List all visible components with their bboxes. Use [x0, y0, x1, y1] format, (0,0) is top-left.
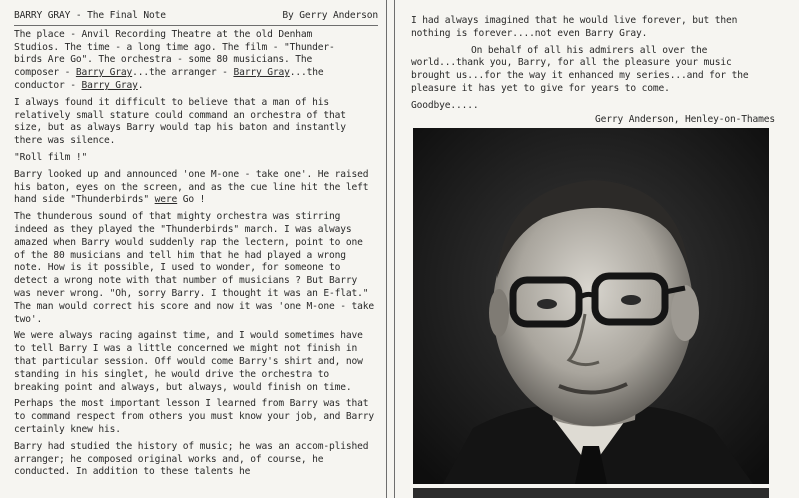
paragraph-baton: [14, 169, 378, 207]
paragraph-intro: [14, 29, 378, 93]
paragraph-stature: I always found it difficult to believe that a man of his relatively small stature could command an orchestra of that size, but as always Barry would tap his baton and instantly there was silence.: [14, 96, 346, 147]
line-end: ...the: [289, 67, 324, 79]
column-divider-secondary: [394, 0, 395, 498]
baton-end: Go !: [177, 194, 206, 206]
article-byline: By Gerry Anderson: [282, 10, 378, 21]
paragraph-studied: Barry had studied the history of music; he was an accom-plished arranger; he composed original works and, of course, he conducted. In addition to these talents he: [14, 440, 369, 478]
composer-name: Barry Gray: [75, 67, 133, 79]
conductor-prefix: conductor -: [14, 79, 82, 91]
right-column: [411, 15, 775, 126]
article-title: BARRY GRAY - The Final Note: [14, 10, 166, 21]
left-column: [14, 10, 378, 483]
were-underlined: were: [154, 194, 178, 206]
portrait-photo: [413, 128, 769, 484]
paragraph-racing: We were always racing against time, and I would sometimes have to tell Barry I was a little concerned we might not finish in that particular session. Off would come Barry's shirt and, now standing in his singlet, he would drive the orchestra to breaking point and always, but always, would finish on time.: [14, 330, 363, 393]
composer-prefix: composer -: [14, 67, 76, 79]
signature: Gerry Anderson, Henley-on-Thames: [594, 113, 775, 125]
arranger-prefix: ...the arranger -: [132, 67, 234, 79]
intro-line-3: birds Are Go". The orchestra - some 80 musicians. The: [14, 54, 313, 66]
arranger-name: Barry Gray: [233, 67, 290, 79]
paragraph-thunderous: The thunderous sound of that mighty orchestra was stirring indeed as they played the "Thunderbirds" march. I was always amazed when Barry would suddenly rap the lectern, point to one of the 80 musicians and tell him that he had played a wrong note. How is it possible, I used to wonder, for someone to detect a wrong note with that number of musicians ? But Barry was never wrong. "Oh, sorry Barry. I thought it was an E-flat." The man would correct his score and now it was 'one M-one - take two'.: [14, 211, 375, 325]
conductor-end: .: [137, 79, 144, 91]
article-header: [14, 10, 378, 26]
intro-line-1: The place - Anvil Recording Theatre at the old Denham: [14, 28, 313, 40]
paragraph-thanks: On behalf of all his admirers all over the world...thank you, Barry, for all the pleasure your music brought us...for the way it enhanced my series...and for the pleasure it has yet to give for years to come.: [411, 44, 749, 94]
paragraph-forever: I had always imagined that he would live forever, but then nothing is forever....not even Barry Gray.: [411, 15, 738, 39]
goodbye-line: Goodbye.....: [411, 99, 479, 111]
paragraph-roll-film: "Roll film !": [14, 151, 88, 163]
baton-text: Barry looked up and announced 'one M-one - take one'. He raised his baton, eyes on the screen, and as the cue line hit the left hand side "Thunderbirds": [14, 168, 369, 206]
portrait-illustration: [413, 128, 769, 484]
conductor-name: Barry Gray: [81, 79, 138, 91]
photo-bottom-edge: [413, 488, 769, 498]
paragraph-lesson: Perhaps the most important lesson I learned from Barry was that to command respect from others you must know your job, and Barry certainly knew his.: [14, 398, 375, 435]
intro-line-2: Studios. The time - a long time ago. The film - "Thunder-: [14, 41, 335, 53]
column-divider: [386, 0, 387, 498]
